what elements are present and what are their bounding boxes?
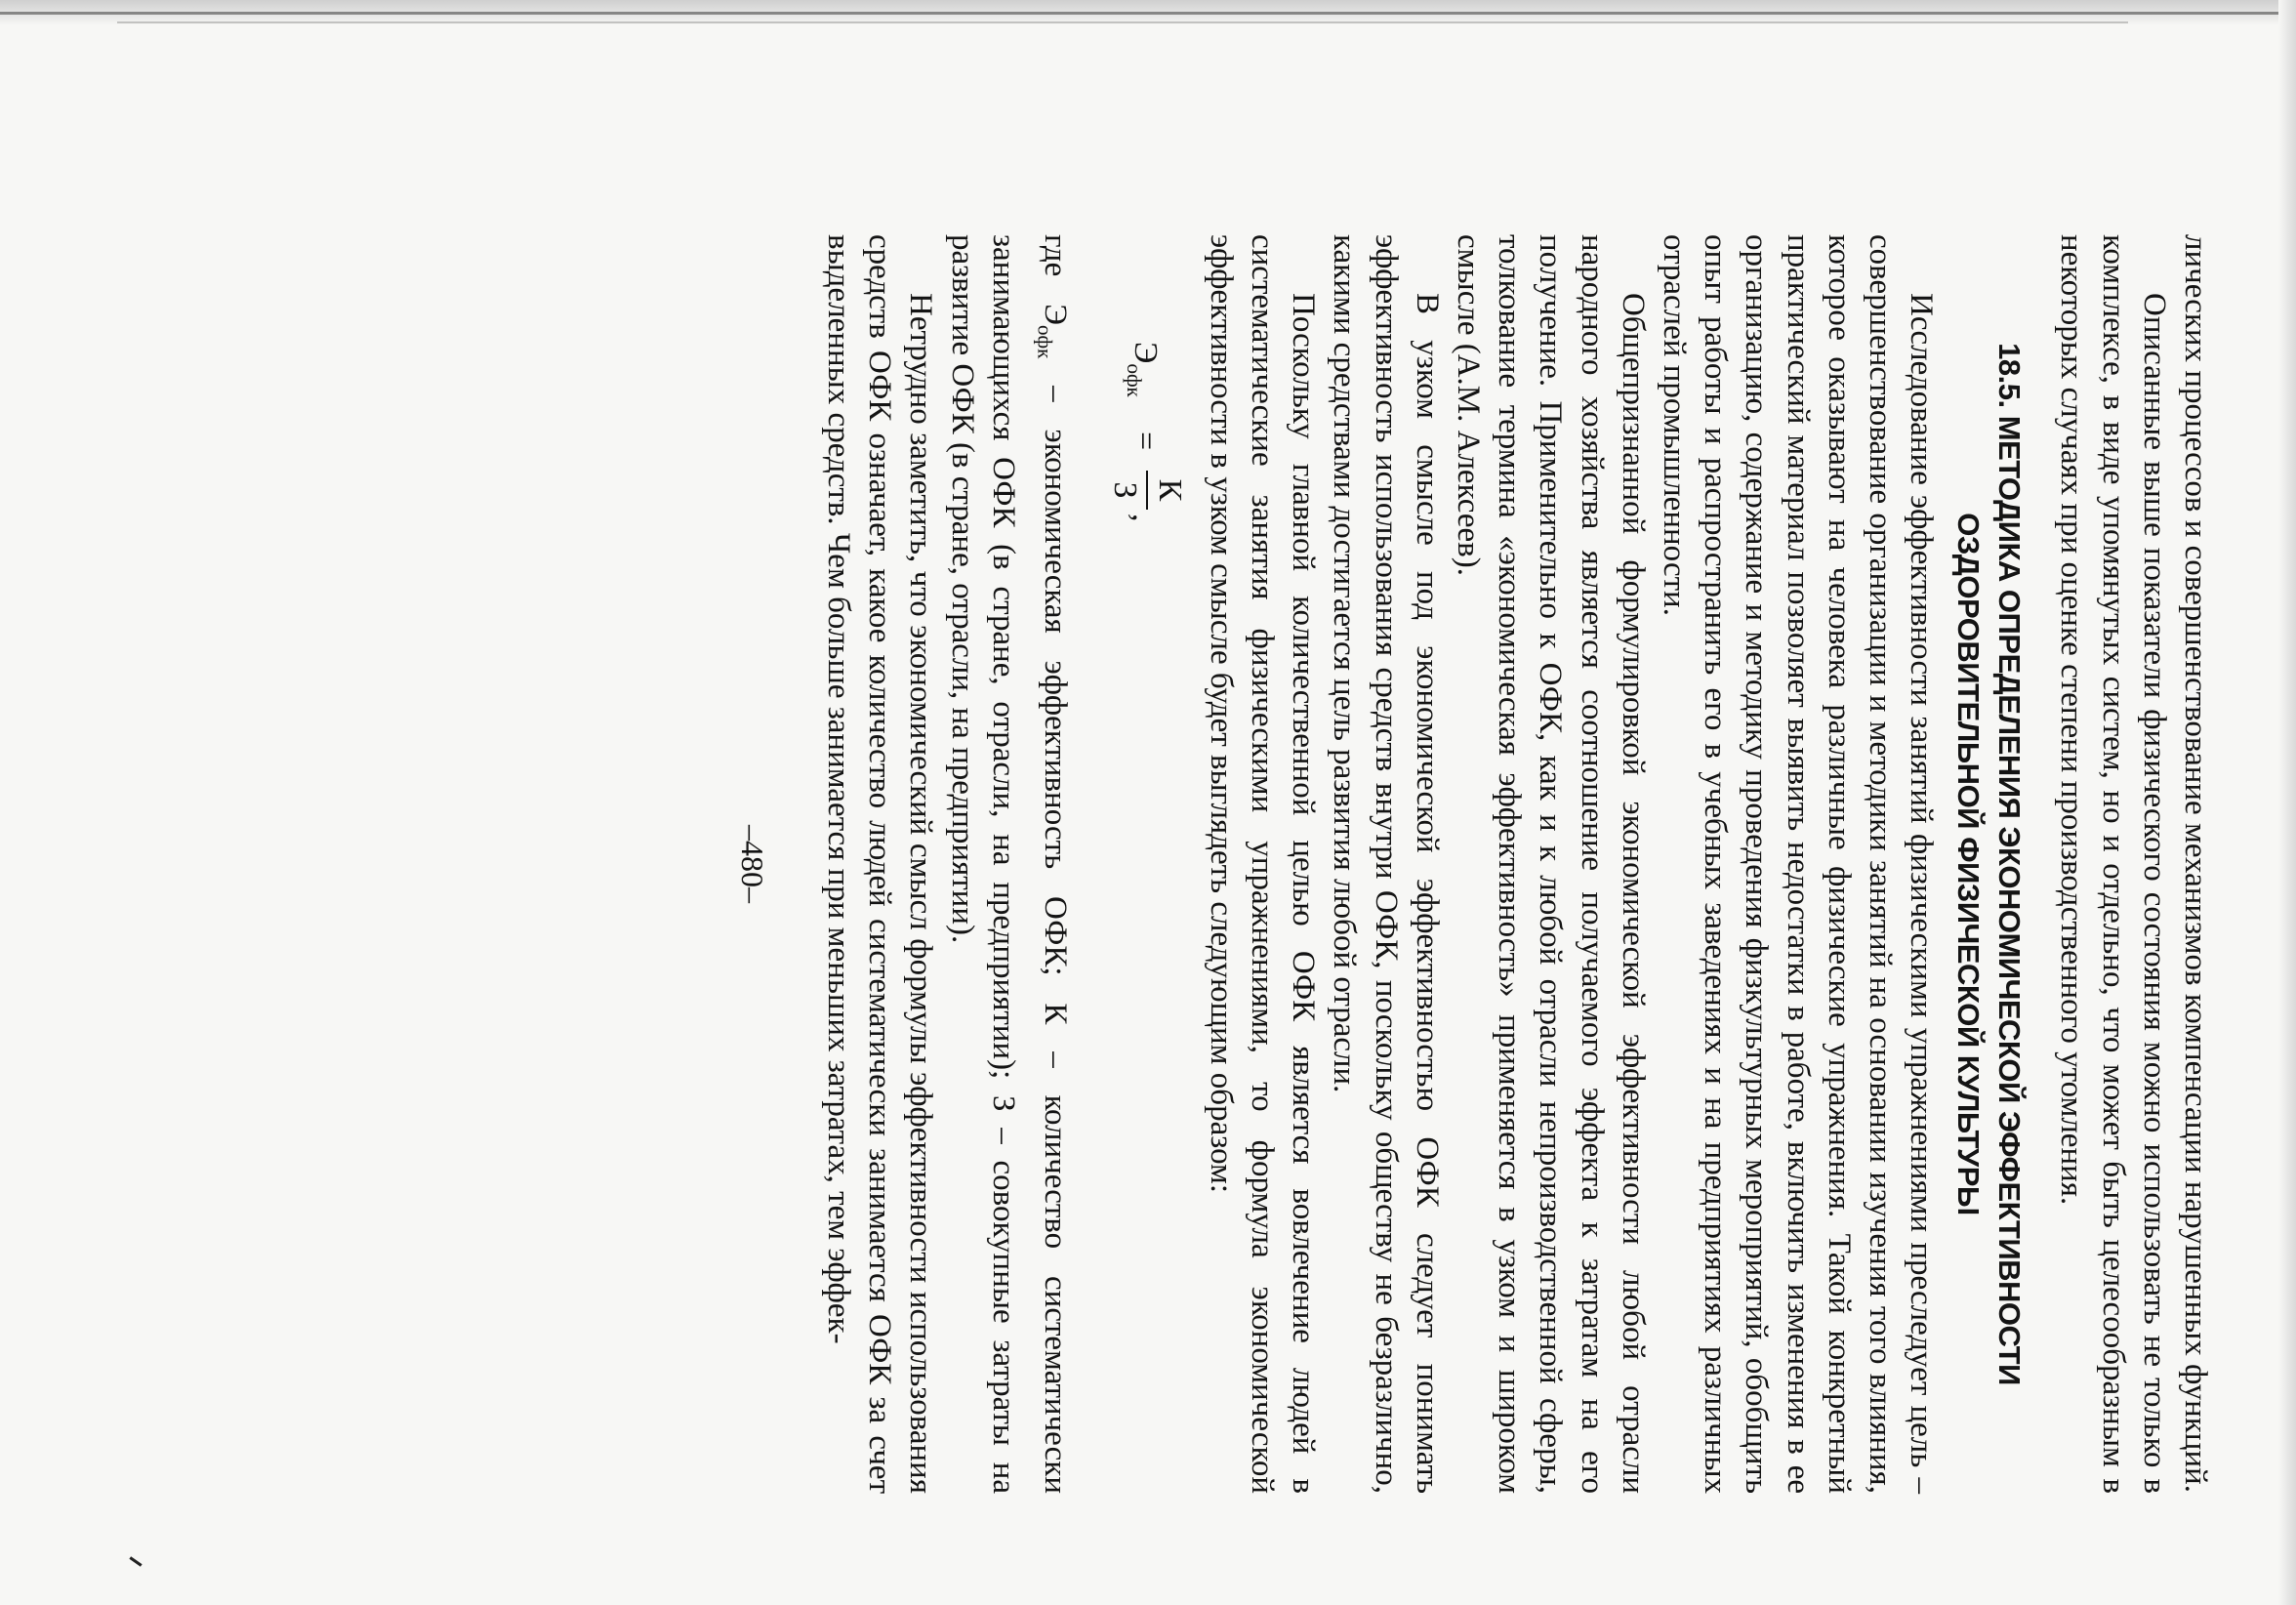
scan-top-edge: [0, 0, 2296, 25]
definition-lead: где Э: [1037, 234, 1073, 325]
paragraph-3: Общепризнанной формулировкой экономической эффективности любой отрасли народного хозяйства является соотношение получаемого эффекта к затратам на его получение. Применительно к ОФК, как и к любой отрасли непроизводственной сферы, толкование термина «экономическая эффективность» применяется в узком и широком смысле (А.М. Алексеев).: [1450, 234, 1651, 1494]
formula-trail: ,: [1125, 514, 1162, 522]
formula-fraction: [1103, 471, 1191, 510]
paragraph-4: В узком смысле под экономической эффективностью ОФК следует понимать эффективность использования средств внутри ОФК, поскольку обществу не безразлично, какими средствами достигается цель развития любой отрасли.: [1327, 234, 1445, 1494]
formula-equals: =: [1127, 432, 1164, 451]
formula-lhs: [1114, 342, 1166, 397]
paragraph-intro: лических процессов и совершенствование механизмов компенсации нарушенных функций.: [2178, 234, 2213, 1494]
section-heading: 18.5. МЕТОДИКА ОПРЕДЕЛЕНИЯ ЭКОНОМИЧЕСКОЙ ЭФФЕКТИВНОСТИ ОЗДОРОВИТЕЛЬНОЙ ФИЗИЧЕСКОЙ КУЛЬТУРЫ: [1951, 343, 2028, 1385]
formula-numerator: К: [1146, 471, 1191, 510]
page-number: –480–: [734, 825, 770, 903]
formula-lhs-subscript: офк: [1122, 363, 1146, 397]
scan-rule: [0, 12, 2296, 15]
definition-rest: – экономическая эффективность ОФК; К – количество систематически занимающихся ОФК (в стране, отрасли, на предприятии); З – совокупные затраты на развитие ОФК (в стране, отрасли, на предприятии).: [944, 234, 1073, 1494]
formula-denominator: З: [1106, 481, 1143, 499]
book-page: [185, 234, 2216, 1494]
paragraph-6: Нетрудно заметить, что экономический смысл формулы эффективности использования средств ОФК означает, какое количество людей систематически занимается ОФК за счет выделенных средств. Чем больше занимается при меньших затратах, тем эффек-: [820, 234, 939, 1494]
scan-mark: [129, 1556, 142, 1566]
paragraph-1: Описанные выше показатели физического состояния можно использовать не только в комплексе, в виде упомянутых систем, но и отдельно, что может быть целесообразным в некоторых случаях при оценке степени производственного утомления.: [2054, 234, 2172, 1494]
scan-rule-secondary: [117, 21, 2128, 23]
definition-subscript: офк: [1032, 325, 1056, 359]
efficiency-formula: [1097, 342, 1191, 1494]
formula-lhs-symbol: Э: [1127, 342, 1164, 364]
paragraph-5: Поскольку главной количественной целью ОФК является вовлечение людей в систематические занятия физическими упражнениями, то формула экономической эффективности в узком смысле будет выглядеть следующим образом:: [1203, 234, 1322, 1494]
formula-definition: [941, 234, 1075, 1494]
paragraph-2: Исследование эффективности занятий физическими упражнениями преследует цель – совершенствование организации и методики занятий на основании изучения того влияния, которое оказывают на человека различные физические упражнения. Такой конкретный практический материал позволяет выявить недостатки в работе, включить изменения в ее организацию, содержание и методику проведения физкультурных мероприятий, обобщить опыт работы и распространить его в учебных заведениях и на предприятиях различных отраслей промышленности.: [1656, 234, 1940, 1494]
scan-right-edge: [2278, 0, 2296, 1605]
